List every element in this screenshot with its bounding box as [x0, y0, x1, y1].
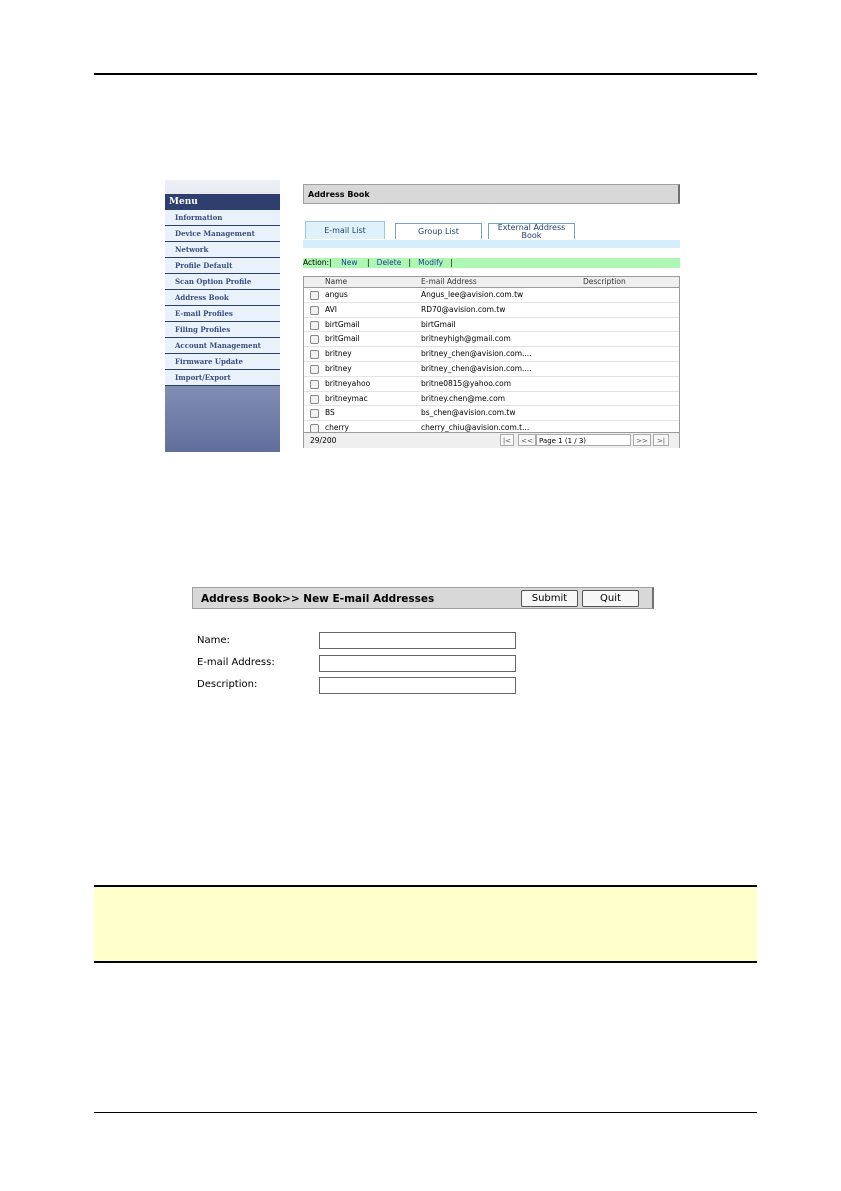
first-page-button[interactable]: |<: [500, 434, 514, 446]
sidebar-item-filing-profiles[interactable]: Filing Profiles: [165, 322, 280, 338]
table-rows: [304, 288, 679, 436]
row-name: angus: [325, 290, 348, 299]
address-book-screenshot: [165, 180, 682, 452]
table-row[interactable]: [304, 288, 679, 303]
row-name: britneymac: [325, 393, 368, 403]
sidebar-item-import-export[interactable]: Import/Export: [165, 370, 280, 386]
row-name: cherry: [325, 423, 349, 433]
previous-page-button[interactable]: <<: [518, 434, 536, 446]
email-address-label: E-mail Address:: [197, 657, 275, 668]
sidebar-item-address-book[interactable]: Address Book: [165, 290, 280, 306]
email-list-table: [303, 276, 680, 448]
table-row[interactable]: [304, 303, 679, 318]
column-header-description[interactable]: Description: [583, 277, 626, 286]
row-name: BS: [325, 408, 335, 418]
submit-button[interactable]: Submit: [521, 590, 578, 607]
sidebar-menu: [165, 180, 280, 452]
new-action-link[interactable]: New: [341, 258, 358, 267]
row-name: AVI: [325, 304, 337, 314]
row-email: britney_chen@avision.com....: [421, 349, 532, 359]
tab-strip: [303, 240, 680, 248]
table-row[interactable]: [304, 332, 679, 347]
row-checkbox[interactable]: [310, 395, 319, 404]
menu-title: Menu: [165, 194, 280, 210]
quit-button[interactable]: Quit: [582, 590, 639, 607]
row-email: britne0815@yahoo.com: [421, 378, 512, 388]
row-checkbox[interactable]: [310, 365, 319, 374]
row-checkbox[interactable]: [310, 321, 319, 330]
row-email: bs_chen@avision.com.tw: [421, 408, 516, 418]
page-indicator: Page 1 (1 / 3): [536, 434, 631, 446]
tab-group-list[interactable]: Group List: [395, 223, 482, 239]
row-name: birtGmail: [325, 319, 360, 329]
sidebar-item-account-management[interactable]: Account Management: [165, 338, 280, 354]
bottom-divider: [94, 1112, 757, 1113]
new-email-header: [192, 587, 654, 609]
name-input[interactable]: [319, 632, 516, 649]
row-checkbox[interactable]: [310, 306, 319, 315]
sidebar-item-network[interactable]: Network: [165, 242, 280, 258]
table-row[interactable]: [304, 318, 679, 333]
modify-action-link[interactable]: Modify: [418, 258, 444, 267]
sidebar-item-information[interactable]: Information: [165, 210, 280, 226]
record-count: 29/200: [310, 436, 337, 445]
row-name: britney: [325, 349, 352, 359]
sidebar-item-firmware-update[interactable]: Firmware Update: [165, 354, 280, 370]
delete-action-link[interactable]: Delete: [376, 258, 402, 267]
table-row[interactable]: [304, 377, 679, 392]
table-row[interactable]: [304, 392, 679, 407]
description-label: Description:: [197, 679, 258, 690]
note-box: [94, 885, 757, 963]
row-name: britney: [325, 363, 352, 373]
menu-list: [165, 210, 280, 386]
row-checkbox[interactable]: [310, 380, 319, 389]
row-email: britney_chen@avision.com....: [421, 363, 532, 373]
email-address-input[interactable]: [319, 655, 516, 672]
sidebar-item-device-management[interactable]: Device Management: [165, 226, 280, 242]
column-header-email[interactable]: E-mail Address: [421, 277, 477, 286]
row-checkbox[interactable]: [310, 335, 319, 344]
address-book-header: Address Book: [303, 184, 680, 204]
pagination-bar: [304, 432, 679, 448]
sidebar-item-email-profiles[interactable]: E-mail Profiles: [165, 306, 280, 322]
row-checkbox[interactable]: [310, 409, 319, 418]
row-name: britneyahoo: [325, 378, 371, 388]
new-email-title: Address Book>> New E-mail Addresses: [201, 593, 435, 605]
row-checkbox[interactable]: [310, 291, 319, 300]
action-bar: Action:| New | Delete | Modify |: [303, 258, 680, 268]
row-email: birtGmail: [421, 319, 456, 329]
new-email-form-screenshot: [192, 587, 655, 697]
name-label: Name:: [197, 635, 230, 646]
action-label: Action:: [303, 258, 330, 267]
row-name: britGmail: [325, 334, 360, 344]
row-email: RD70@avision.com.tw: [421, 304, 506, 314]
table-row[interactable]: [304, 406, 679, 421]
top-divider: [94, 73, 757, 75]
row-email: britney.chen@me.com: [421, 393, 506, 403]
table-header: [304, 277, 679, 288]
tab-email-list[interactable]: E-mail List: [305, 221, 385, 239]
last-page-button[interactable]: >|: [653, 434, 669, 446]
row-email: cherry_chiu@avision.com.t...: [421, 423, 530, 433]
row-email: Angus_lee@avision.com.tw: [421, 290, 524, 299]
row-email: britneyhigh@gmail.com: [421, 334, 511, 344]
sidebar-item-profile-default[interactable]: Profile Default: [165, 258, 280, 274]
sidebar-item-scan-option-profile[interactable]: Scan Option Profile: [165, 274, 280, 290]
column-header-name[interactable]: Name: [325, 277, 348, 286]
tab-external-address-book[interactable]: External Address Book: [488, 223, 575, 239]
next-page-button[interactable]: >>: [633, 434, 651, 446]
row-checkbox[interactable]: [310, 350, 319, 359]
table-row[interactable]: [304, 362, 679, 377]
description-input[interactable]: [319, 677, 516, 694]
table-row[interactable]: [304, 347, 679, 362]
